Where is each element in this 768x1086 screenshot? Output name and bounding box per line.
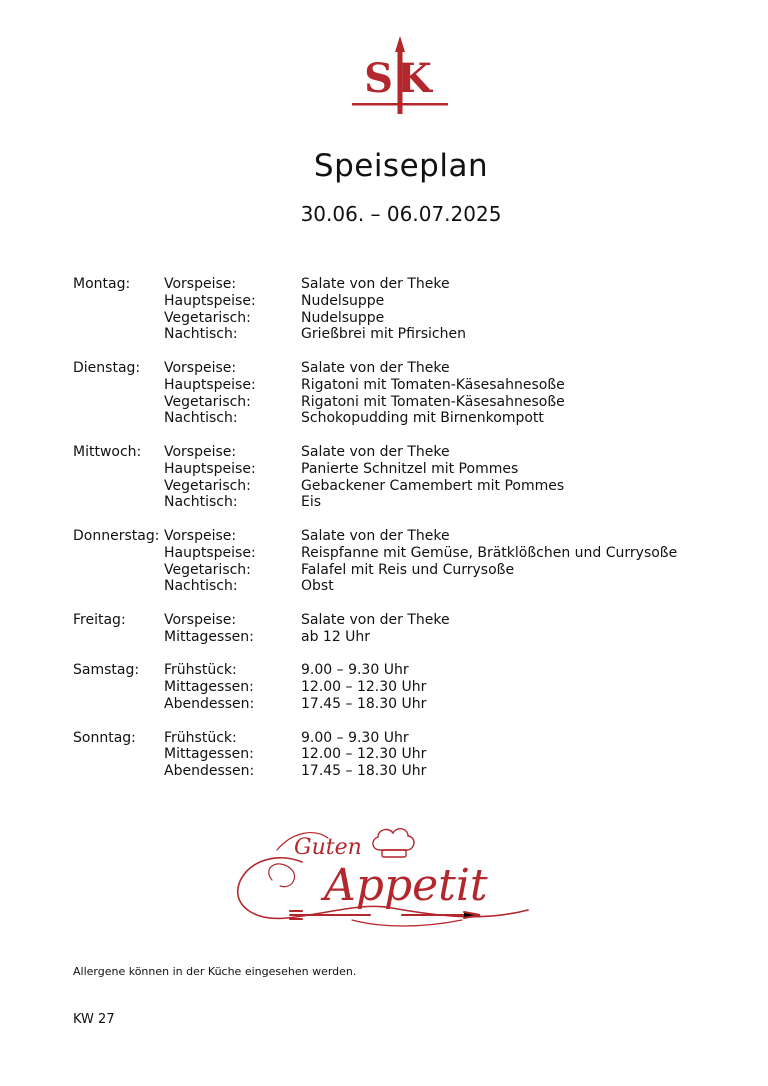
course-label: Frühstück: bbox=[164, 662, 237, 679]
menu-row bbox=[73, 276, 753, 293]
dish-text: Reispfanne mit Gemüse, Brätklößchen und Currysoße bbox=[301, 544, 678, 561]
menu-row bbox=[73, 478, 753, 495]
cutlery-icon bbox=[290, 911, 480, 919]
dish-text: Nudelsuppe bbox=[301, 292, 385, 309]
allergen-note: Allergene können in der Küche eingesehen werden. bbox=[73, 965, 357, 978]
sk-logo bbox=[344, 30, 456, 120]
menu-row bbox=[73, 730, 753, 747]
dish-text: Schokopudding mit Birnenkompott bbox=[301, 410, 544, 427]
dish-text: Salate von der Theke bbox=[301, 359, 450, 376]
day-name: Donnerstag: bbox=[73, 527, 160, 544]
course-label: Vorspeise: bbox=[164, 443, 237, 460]
dish-text: Rigatoni mit Tomaten-Käsesahnesoße bbox=[301, 393, 565, 410]
day-name: Sonntag: bbox=[73, 729, 136, 746]
menu-row bbox=[73, 612, 753, 629]
menu-row bbox=[73, 763, 753, 780]
inner-swirl bbox=[269, 864, 295, 887]
course-label: Hauptspeise: bbox=[164, 460, 256, 477]
dish-text: Falafel mit Reis und Currysoße bbox=[301, 561, 515, 578]
weekly-menu bbox=[73, 276, 753, 797]
logo-arrow-tip bbox=[395, 36, 405, 52]
menu-row bbox=[73, 696, 753, 713]
course-label: Hauptspeise: bbox=[164, 544, 256, 561]
course-label: Mittagessen: bbox=[164, 679, 254, 696]
dish-text: Salate von der Theke bbox=[301, 527, 450, 544]
script-appetit: Appetit bbox=[324, 860, 488, 911]
day-name: Samstag: bbox=[73, 662, 140, 679]
script-guten: Guten bbox=[294, 835, 362, 860]
dish-text: 9.00 – 9.30 Uhr bbox=[301, 662, 409, 679]
course-label: Hauptspeise: bbox=[164, 292, 256, 309]
menu-row bbox=[73, 679, 753, 696]
date-range: 30.06. – 06.07.2025 bbox=[300, 202, 502, 226]
menu-row bbox=[73, 293, 753, 310]
day-thursday bbox=[73, 528, 753, 595]
course-label: Nachtisch: bbox=[164, 494, 238, 511]
dish-text: Salate von der Theke bbox=[301, 276, 450, 292]
course-label: Nachtisch: bbox=[164, 410, 238, 427]
day-name: Mittwoch: bbox=[73, 443, 142, 460]
menu-row bbox=[73, 629, 753, 646]
menu-row bbox=[73, 746, 753, 763]
day-saturday bbox=[73, 662, 753, 712]
lower-flourish bbox=[352, 920, 462, 926]
course-label: Hauptspeise: bbox=[164, 376, 256, 393]
menu-row bbox=[73, 410, 753, 427]
dish-text: Obst bbox=[301, 578, 334, 595]
day-tuesday bbox=[73, 360, 753, 427]
menu-row bbox=[73, 662, 753, 679]
dish-text: 12.00 – 12.30 Uhr bbox=[301, 746, 427, 763]
dish-text: 9.00 – 9.30 Uhr bbox=[301, 729, 409, 746]
course-label: Abendessen: bbox=[164, 695, 255, 712]
course-label: Vorspeise: bbox=[164, 611, 237, 628]
menu-row bbox=[73, 562, 753, 579]
logo-letters: SK bbox=[364, 55, 436, 102]
course-label: Vorspeise: bbox=[164, 276, 237, 292]
dish-text: Salate von der Theke bbox=[301, 443, 450, 460]
day-name: Dienstag: bbox=[73, 359, 141, 376]
course-label: Nachtisch: bbox=[164, 578, 238, 595]
calendar-week: KW 27 bbox=[73, 1012, 115, 1027]
course-label: Mittagessen: bbox=[164, 746, 254, 763]
day-name: Freitag: bbox=[73, 611, 126, 628]
chef-hat-icon bbox=[373, 829, 414, 857]
dish-text: Salate von der Theke bbox=[301, 611, 450, 628]
menu-row bbox=[73, 394, 753, 411]
menu-row bbox=[73, 528, 753, 545]
course-label: Mittagessen: bbox=[164, 628, 254, 645]
course-label: Vorspeise: bbox=[164, 359, 237, 376]
course-label: Vegetarisch: bbox=[164, 309, 251, 326]
dish-text: Gebackener Camembert mit Pommes bbox=[301, 477, 565, 494]
dish-text: Eis bbox=[301, 494, 322, 511]
logo-baseline bbox=[352, 103, 448, 106]
dish-text: 17.45 – 18.30 Uhr bbox=[301, 695, 427, 712]
page-title: Speiseplan bbox=[313, 148, 489, 184]
dish-text: 12.00 – 12.30 Uhr bbox=[301, 679, 427, 696]
dish-text: Rigatoni mit Tomaten-Käsesahnesoße bbox=[301, 376, 565, 393]
day-wednesday bbox=[73, 444, 753, 511]
guten-appetit-illustration bbox=[232, 820, 532, 932]
menu-row bbox=[73, 578, 753, 595]
menu-row bbox=[73, 360, 753, 377]
course-label: Vegetarisch: bbox=[164, 477, 251, 494]
day-friday bbox=[73, 612, 753, 646]
menu-row bbox=[73, 545, 753, 562]
course-label: Nachtisch: bbox=[164, 326, 238, 343]
menu-row bbox=[73, 444, 753, 461]
day-monday bbox=[73, 276, 753, 343]
dish-text: Nudelsuppe bbox=[301, 309, 385, 326]
course-label: Frühstück: bbox=[164, 729, 237, 746]
dish-text: Grießbrei mit Pfirsichen bbox=[301, 326, 466, 343]
menu-row bbox=[73, 326, 753, 343]
menu-row bbox=[73, 461, 753, 478]
course-label: Vegetarisch: bbox=[164, 393, 251, 410]
course-label: Vegetarisch: bbox=[164, 561, 251, 578]
dish-text: 17.45 – 18.30 Uhr bbox=[301, 763, 427, 780]
dish-text: ab 12 Uhr bbox=[301, 628, 371, 645]
day-name: Montag: bbox=[73, 276, 131, 292]
menu-row bbox=[73, 310, 753, 327]
menu-row bbox=[73, 377, 753, 394]
course-label: Abendessen: bbox=[164, 763, 255, 780]
menu-row bbox=[73, 494, 753, 511]
day-sunday bbox=[73, 730, 753, 780]
course-label: Vorspeise: bbox=[164, 527, 237, 544]
dish-text: Panierte Schnitzel mit Pommes bbox=[301, 460, 519, 477]
